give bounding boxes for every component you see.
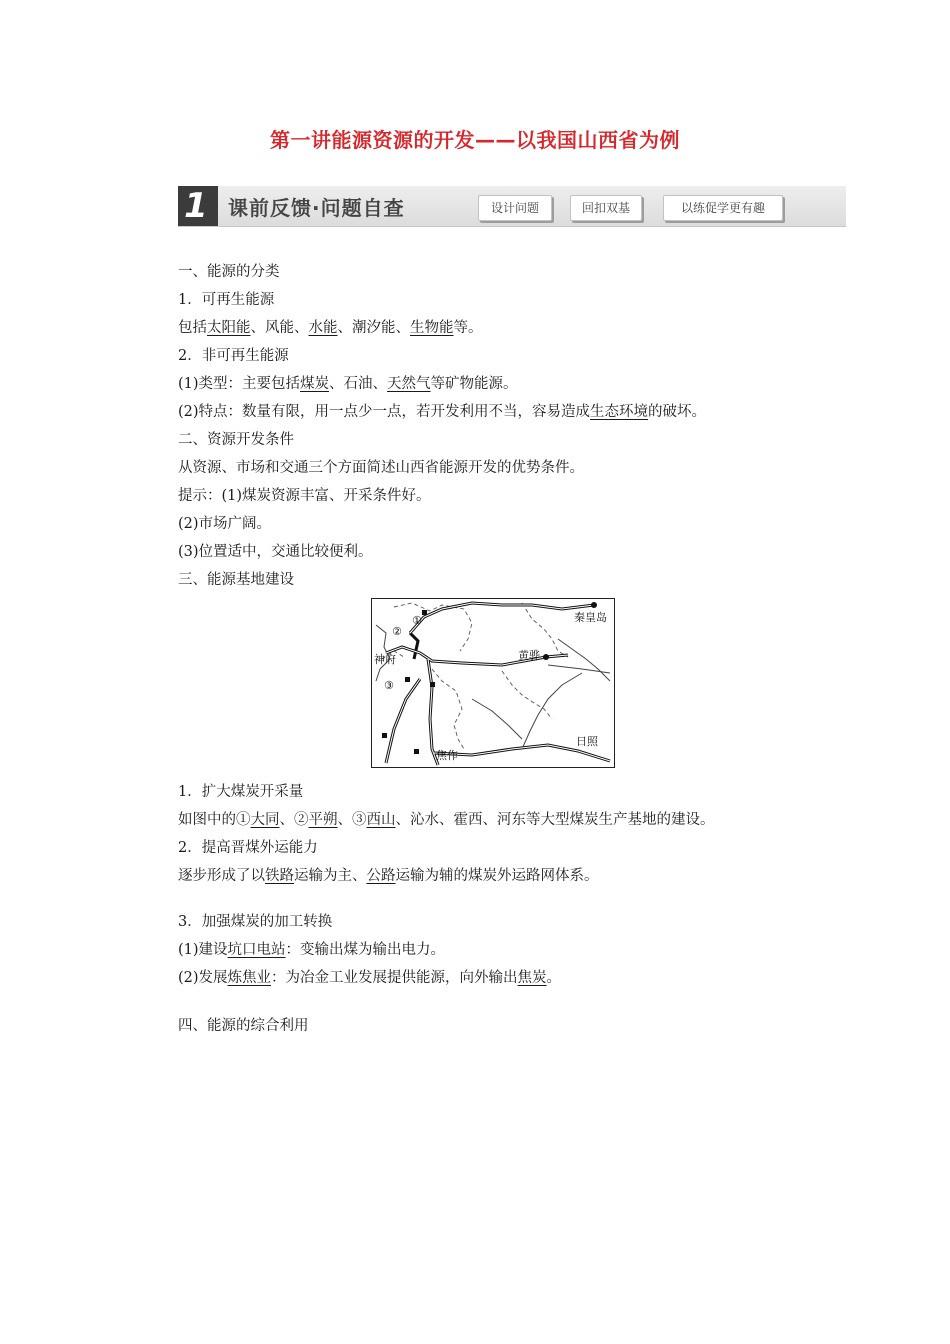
label-jiaozuo: 焦作	[436, 749, 458, 762]
answer-blank: 铁路	[265, 868, 294, 884]
label-base-1: ①	[412, 614, 422, 627]
text: 等。	[453, 320, 483, 336]
label-huanghua: 黄骅	[518, 649, 540, 662]
answer-blank: 水能	[308, 320, 338, 336]
label-base-2: ②	[392, 625, 402, 638]
port-marker	[591, 602, 597, 608]
answer-blank: 太阳能	[207, 320, 251, 336]
sub-heading: 1．扩大煤炭开采量	[178, 784, 304, 800]
banner-title: 课前反馈·问题自查	[228, 196, 405, 220]
text: (2)发展	[178, 970, 228, 986]
section-number: 1	[184, 186, 208, 226]
text: 、潮汐能、	[337, 320, 410, 336]
answer-blank: 生态环境	[590, 404, 649, 420]
design-question-button[interactable]: 设计问题	[478, 195, 552, 221]
section-number-badge	[178, 186, 218, 226]
text: (2)特点：数量有限，用一点少一点，若开发利用不当，容易造成	[178, 404, 591, 420]
port-marker	[543, 654, 549, 660]
answer-blank: 西山	[366, 812, 396, 828]
sub-heading: 2．非可再生能源	[178, 348, 289, 364]
section-heading: 四、能源的综合利用	[178, 1018, 309, 1034]
label-base-3: ③	[384, 679, 394, 692]
question: 从资源、市场和交通三个方面简述山西省能源开发的优势条件。	[178, 460, 584, 476]
text: 包括	[178, 320, 207, 336]
sub-heading: 2．提高晋煤外运能力	[178, 840, 318, 856]
text: 。	[546, 970, 562, 986]
answer-blank: 公路	[366, 868, 396, 884]
sub-heading: 3．加强煤炭的加工转换	[178, 914, 333, 930]
answer-blank: 煤炭	[300, 376, 330, 392]
coal-base-marker	[405, 677, 410, 682]
coal-base-marker	[414, 749, 419, 754]
practice-learning-button[interactable]: 以练促学更有趣	[663, 195, 783, 221]
text: 运输为主、	[294, 868, 367, 884]
coal-base-marker	[430, 682, 435, 687]
paragraph	[178, 398, 878, 426]
text: ：为冶金工业发展提供能源，向外输出	[271, 970, 518, 986]
railway-line	[410, 603, 594, 633]
text: 、③	[337, 812, 367, 828]
text: (1)类型：主要包括	[178, 376, 301, 392]
text: 、石油、	[329, 376, 388, 392]
text: 运输为辅的煤炭外运路网体系。	[395, 868, 599, 884]
river-line	[472, 699, 522, 739]
border-line	[502, 671, 552, 719]
answer-blank: 炼焦业	[227, 970, 272, 986]
paragraph	[178, 314, 878, 342]
river-line	[522, 673, 582, 749]
paragraph	[178, 964, 878, 992]
page-title: 第一讲能源资源的开发——以我国山西省为例	[270, 128, 680, 152]
paragraph	[178, 370, 878, 398]
text: 的破坏。	[648, 404, 707, 420]
coal-transport-map	[371, 598, 615, 768]
answer-blank: 大同	[250, 812, 280, 828]
coast-line	[558, 639, 610, 681]
text: 、风能、	[250, 320, 309, 336]
answer-blank: 生物能	[410, 320, 454, 336]
label-rizhao: 日照	[576, 735, 598, 748]
railway-line	[410, 633, 418, 659]
label-qinhuangdao: 秦皇岛	[574, 611, 607, 624]
coast-line	[548, 665, 610, 673]
label-shenfu: 神府	[374, 653, 396, 666]
answer-line: (3)位置适中，交通比较便利。	[178, 544, 373, 560]
paragraph	[178, 862, 878, 890]
text: (1)建设	[178, 942, 228, 958]
section-heading: 二、资源开发条件	[178, 432, 294, 448]
coal-base-marker	[382, 733, 387, 738]
answer-line: 提示：(1)煤炭资源丰富、开采条件好。	[178, 488, 431, 504]
review-basics-button[interactable]: 回扣双基	[570, 195, 642, 221]
answer-line: (2)市场广阔。	[178, 516, 272, 532]
text: 如图中的①	[178, 812, 251, 828]
answer-blank: 坑口电站	[227, 942, 286, 958]
text: 等矿物能源。	[430, 376, 518, 392]
text: 、②	[279, 812, 309, 828]
section-banner	[178, 186, 846, 227]
coal-base-marker	[422, 610, 427, 615]
section-heading: 三、能源基地建设	[178, 572, 294, 588]
text: 逐步形成了以	[178, 868, 265, 884]
section-heading: 一、能源的分类	[178, 264, 280, 280]
paragraph	[178, 806, 878, 834]
answer-blank: 平朔	[308, 812, 338, 828]
answer-blank: 天然气	[387, 376, 431, 392]
answer-blank: 焦炭	[517, 970, 547, 986]
border-line	[432, 669, 464, 749]
border-line	[394, 603, 472, 651]
text: ：变输出煤为输出电力。	[285, 942, 446, 958]
sub-heading: 1．可再生能源	[178, 292, 275, 308]
paragraph	[178, 936, 878, 964]
text: 、沁水、霍西、河东等大型煤炭生产基地的建设。	[395, 812, 715, 828]
